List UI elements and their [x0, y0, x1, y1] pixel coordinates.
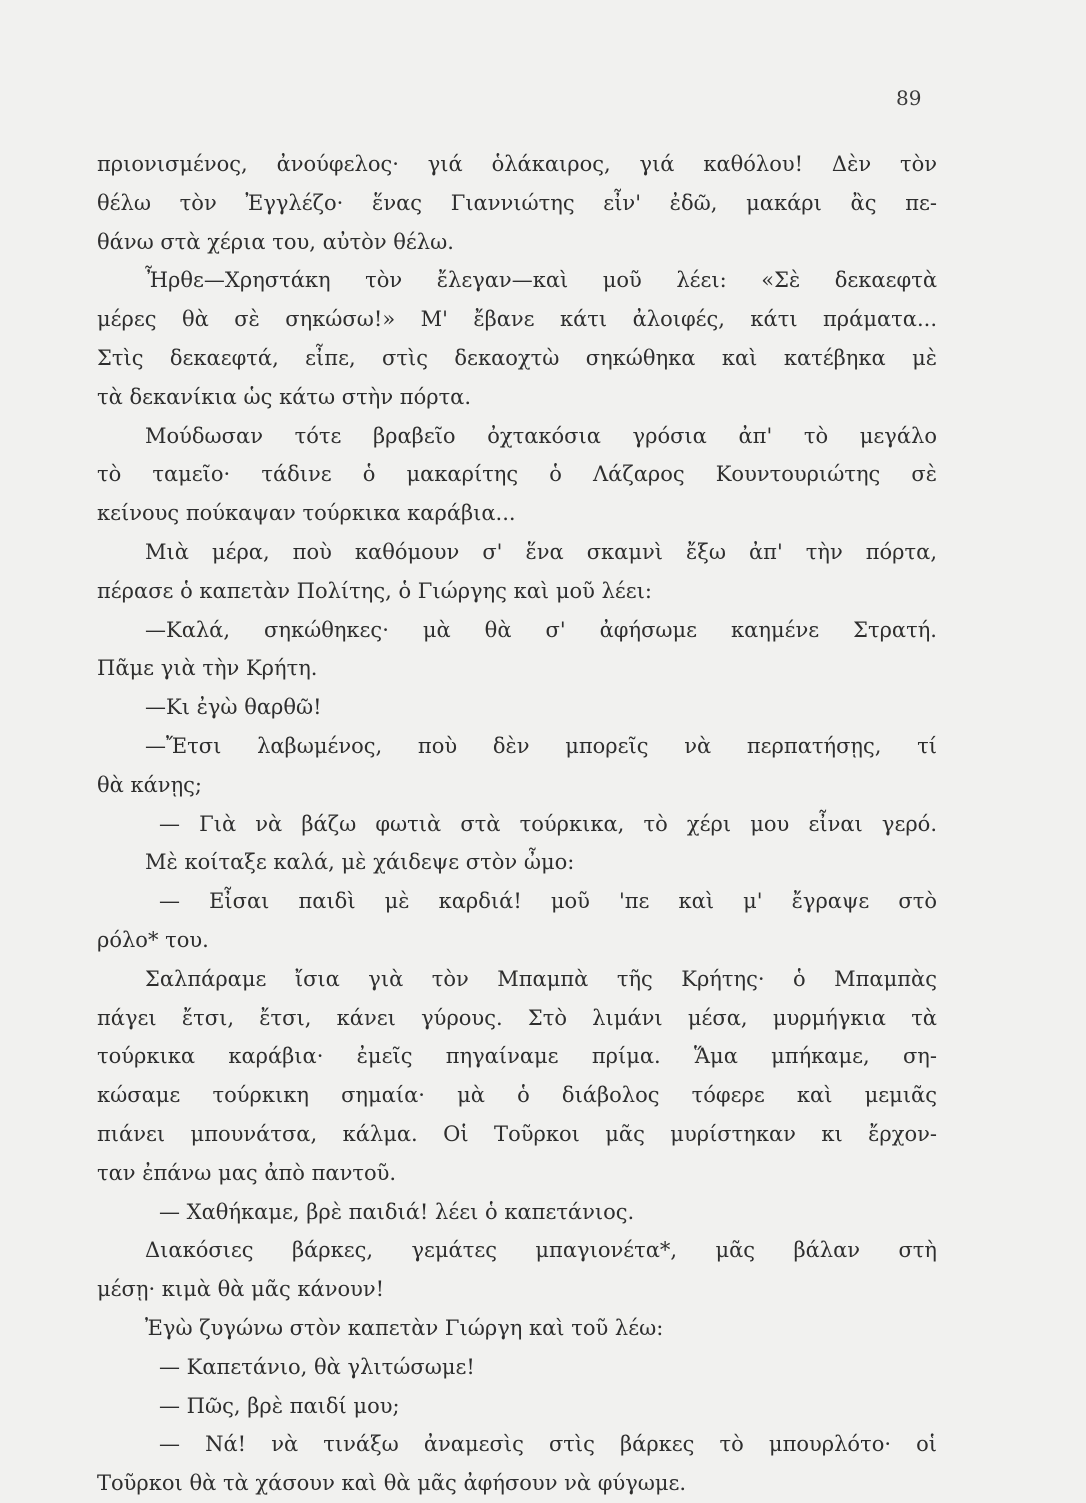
text-line: —Ἔτσι λαβωμένος, ποὺ δὲν μπορεῖς νὰ περπατήσῃς, τί [145, 733, 937, 758]
text-line: Τοῦρκοι θὰ τὰ χάσουν καὶ θὰ μᾶς ἀφήσουν νὰ φύγωμε. [97, 1471, 687, 1496]
text-line: πέρασε ὁ καπετὰν Πολίτης, ὁ Γιώργης καὶ μοῦ λέει: [97, 578, 652, 603]
text-line: — Εἶσαι παιδὶ μὲ καρδιά! μοῦ 'πε καὶ μ' ἔγραψε στὸ [159, 889, 937, 914]
text-line: πάγει ἔτσι, ἔτσι, κάνει γύρους. Στὸ λιμάνι μέσα, μυρμήγκια τὰ [97, 1005, 937, 1030]
text-line: μέσῃ· κιμὰ θὰ μᾶς κάνουν! [97, 1277, 385, 1302]
text-line: Ἦρθε—Χρηστάκη τὸν ἔλεγαν—καὶ μοῦ λέει: «Σὲ δεκαεφτὰ [145, 268, 937, 293]
text-line: τὸ ταμεῖο· τάδινε ὁ μακαρίτης ὁ Λάζαρος Κουντουριώτης σὲ [97, 462, 937, 487]
text-line: Σαλπάραμε ἴσια γιὰ τὸν Μπαμπὰ τῆς Κρήτης· ὁ Μπαμπὰς [145, 966, 937, 991]
text-line: —Καλά, σηκώθηκες· μὰ θὰ σ' ἀφήσωμε καημένε Στρατή. [145, 617, 937, 642]
text-line: — Χαθήκαμε, βρὲ παιδιά! λέει ὁ καπετάνιος. [159, 1199, 635, 1224]
body-text [97, 145, 937, 1503]
text-line: πιάνει μπουνάτσα, κάλμα. Οἱ Τοῦρκοι μᾶς μυρίστηκαν κι ἔρχον- [97, 1121, 937, 1146]
text-line: Μὲ κοίταξε καλά, μὲ χάιδεψε στὸν ὦμο: [145, 850, 575, 875]
text-line: τούρκικα καράβια· ἐμεῖς πηγαίναμε πρίμα. Ἅμα μπήκαμε, ση- [97, 1044, 937, 1069]
text-line: θέλω τὸν Ἐγγλέζο· ἕνας Γιαννιώτης εἶν' ἐδῶ, μακάρι ἂς πε- [97, 190, 937, 215]
text-line: Μιὰ μέρα, ποὺ καθόμουν σ' ἕνα σκαμνὶ ἔξω ἀπ' τὴν πόρτα, [145, 539, 937, 564]
text-line: πριονισμένος, ἀνούφελος· γιά ὁλάκαιρος, γιά καθόλου! Δὲν τὸν [97, 152, 937, 176]
page-number: 89 [896, 86, 922, 110]
text-line: — Γιὰ νὰ βάζω φωτιὰ στὰ τούρκικα, τὸ χέρι μου εἶναι γερό. [159, 811, 937, 836]
text-line: θὰ κάνῃς; [97, 772, 202, 797]
text-line: θάνω στὰ χέρια του, αὐτὸν θέλω. [97, 229, 454, 254]
text-line: κώσαμε τούρκικη σημαία· μὰ ὁ διάβολος τόφερε καὶ μεμιᾶς [97, 1083, 937, 1108]
text-line: — Καπετάνιο, θὰ γλιτώσωμε! [159, 1354, 475, 1379]
text-line: — Πῶς, βρὲ παιδί μου; [159, 1393, 400, 1418]
text-line: Διακόσιες βάρκες, γεμάτες μπαγιονέτα*, μᾶς βάλαν στὴ [145, 1238, 937, 1263]
text-line: ρόλο* του. [97, 927, 209, 952]
text-line: —Κι ἐγὼ θαρθῶ! [145, 695, 322, 720]
text-line: μέρες θὰ σὲ σηκώσω!» Μ' ἔβανε κάτι ἀλοιφές, κάτι πράματα... [97, 307, 937, 332]
text-line: τὰ δεκανίκια ὡς κάτω στὴν πόρτα. [97, 384, 472, 409]
text-line: ταν ἐπάνω μας ἀπὸ παντοῦ. [97, 1160, 397, 1185]
text-line: Ἐγὼ ζυγώνω στὸν καπετὰν Γιώργη καὶ τοῦ λέω: [145, 1315, 664, 1340]
text-line: Πᾶμε γιὰ τὴν Κρήτη. [97, 656, 318, 681]
text-line: κείνους πούκαψαν τούρκικα καράβια... [97, 501, 516, 526]
text-line: — Νά! νὰ τινάξω ἀναμεσὶς στὶς βάρκες τὸ μπουρλότο· οἱ [159, 1432, 937, 1457]
text-line: Μούδωσαν τότε βραβεῖο ὀχτακόσια γρόσια ἀπ' τὸ μεγάλο [145, 423, 937, 448]
text-line: Στὶς δεκαεφτά, εἶπε, στὶς δεκαοχτὼ σηκώθηκα καὶ κατέβηκα μὲ [97, 345, 937, 370]
